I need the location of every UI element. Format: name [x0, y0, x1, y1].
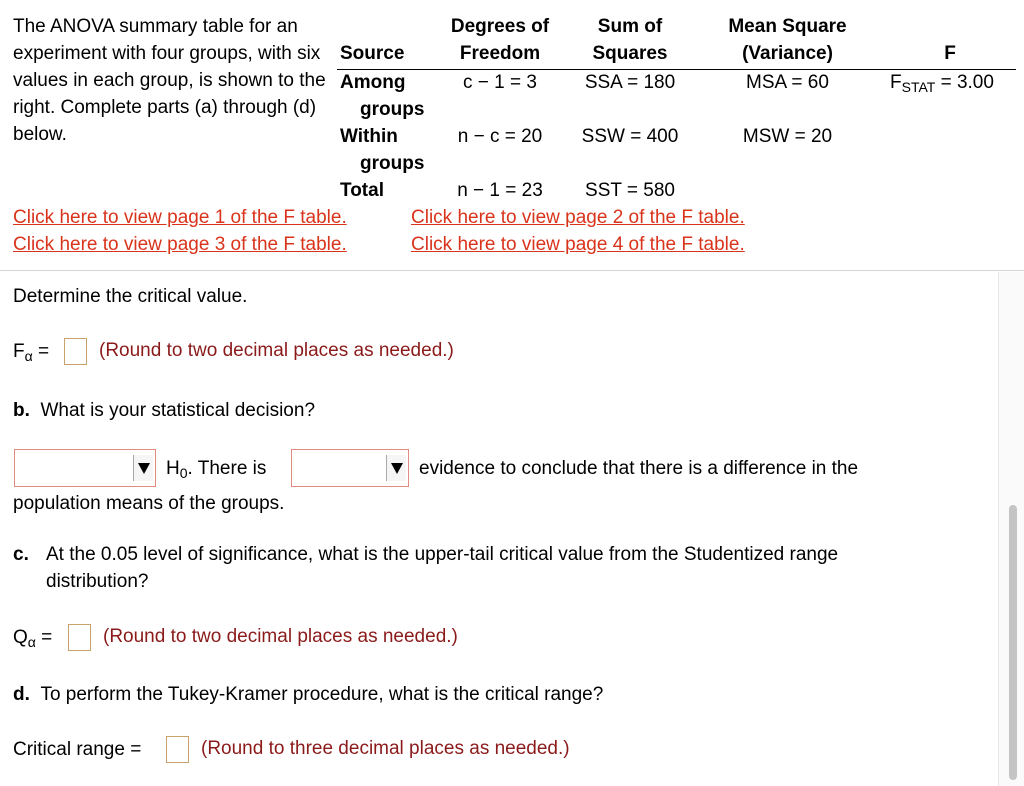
critical-range-answer-input[interactable]: [166, 736, 189, 763]
row-ss: SSW = 400: [581, 126, 679, 147]
part-a-hint: (Round to two decimal places as needed.): [99, 340, 454, 361]
f-table-page-2-link[interactable]: Click here to view page 2 of the F table.: [411, 207, 745, 228]
f-alpha-label: $F_\alpha$ =: [13, 341, 50, 364]
part-b-text: evidence to conclude that there is a difference in the: [419, 458, 859, 479]
section-divider: [0, 270, 1024, 271]
q-alpha-answer-input[interactable]: [68, 624, 91, 651]
evidence-dropdown[interactable]: [291, 449, 409, 487]
header-df-line1: Degrees of: [450, 16, 550, 37]
header-ms-line2: (Variance): [742, 43, 833, 64]
part-a-prompt: Determine the critical value.: [13, 286, 248, 307]
part-c-hint: (Round to two decimal places as needed.): [103, 626, 458, 647]
row-ss: SSA = 180: [584, 72, 676, 93]
part-d-hint: (Round to three decimal places as needed.): [201, 738, 570, 759]
row-source-cont: groups: [360, 153, 425, 174]
header-ms-line1: Mean Square: [728, 16, 847, 37]
header-ss-line2: Squares: [592, 43, 668, 64]
row-source-cont: groups: [360, 99, 425, 120]
row-ms: MSA = 60: [746, 72, 829, 93]
row-ss: SST = 580: [585, 180, 675, 201]
row-ms: MSW = 20: [742, 126, 833, 147]
problem-intro: The ANOVA summary table for an experiment with four groups, with six values in each group, is shown to the right. Complete parts (a) through (d) below.: [13, 16, 326, 145]
row-source: Total: [340, 180, 384, 201]
header-df-line2: Freedom: [459, 43, 541, 64]
chevron-down-icon: [133, 455, 153, 481]
row-df: n − 1 = 23: [457, 180, 543, 201]
part-b-question: b. What is your statistical decision?: [13, 400, 316, 421]
part-c-letter: c.: [13, 544, 29, 565]
h0-label: $H_0$. There is: [166, 458, 267, 481]
f-alpha-answer-input[interactable]: [64, 338, 87, 365]
decision-dropdown[interactable]: [14, 449, 156, 487]
chevron-down-icon: [386, 455, 406, 481]
part-c-question-cont: distribution?: [46, 571, 149, 592]
part-d-question: d. To perform the Tukey-Kramer procedure, what is the critical range?: [13, 684, 604, 705]
header-source: Source: [340, 43, 405, 64]
part-c-question: At the 0.05 level of significance, what is the upper-tail critical value from the Studentized range: [46, 544, 839, 565]
critical-range-label: Critical range =: [13, 739, 142, 760]
f-table-page-4-link[interactable]: Click here to view page 4 of the F table.: [411, 234, 745, 255]
header-ss-line1: Sum of: [597, 16, 663, 37]
header-f: F: [944, 43, 956, 64]
f-table-page-1-link[interactable]: Click here to view page 1 of the F table.: [13, 207, 347, 228]
f-table-page-3-link[interactable]: Click here to view page 3 of the F table.: [13, 234, 347, 255]
row-source: Within: [340, 126, 398, 147]
row-df: c − 1 = 3: [463, 72, 537, 93]
row-source: Among: [340, 72, 406, 93]
q-alpha-label: $Q_\alpha$ =: [13, 627, 53, 650]
scrollbar-thumb[interactable]: [1009, 505, 1017, 780]
row-df: n − c = 20: [457, 126, 543, 147]
part-b-text-cont: population means of the groups.: [13, 493, 285, 514]
row-f: $F_{STAT} = 3.00$: [890, 72, 994, 95]
